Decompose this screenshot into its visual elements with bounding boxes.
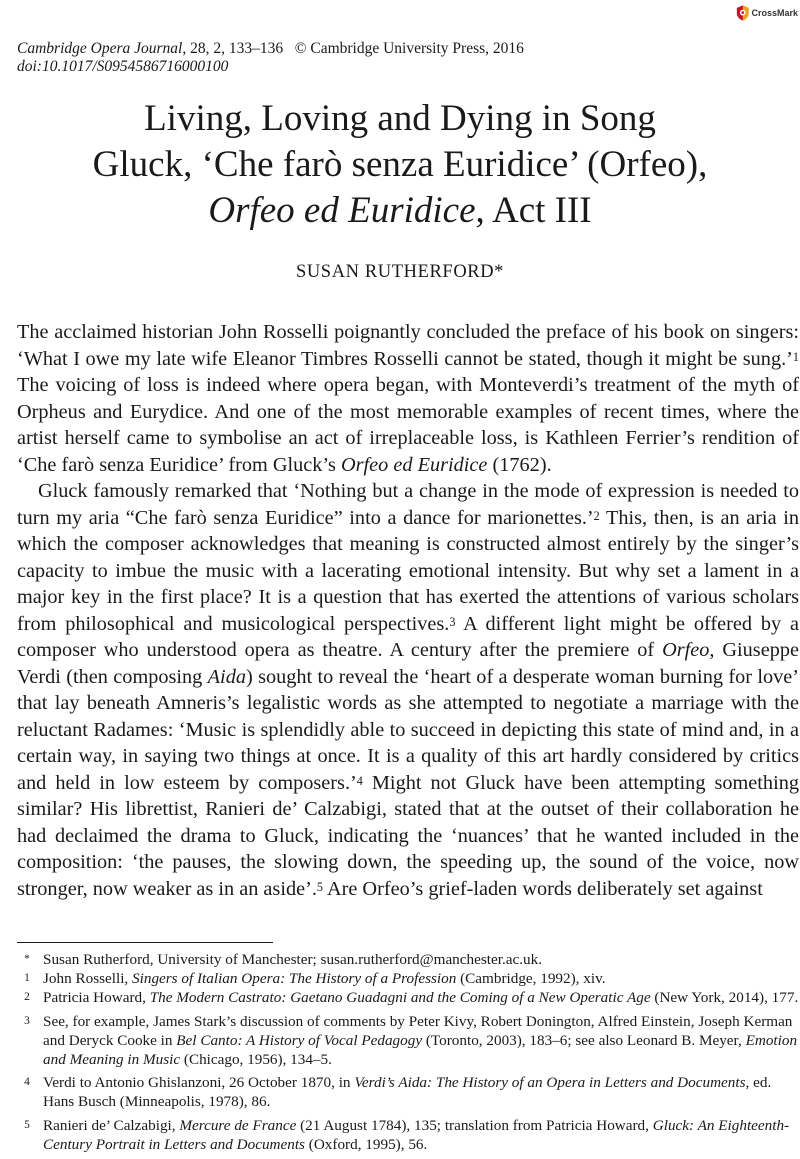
text-run-italic: Orfeo <box>662 639 710 661</box>
journal-citation-line: Cambridge Opera Journal, 28, 2, 133–136 © Cambridge University Press, 2016 <box>17 40 524 57</box>
footnote-2 <box>17 988 799 1007</box>
text-run: ) sought to reveal the ‘heart of a desperate woman burning for love’ that lay beneath Amneris’s legalistic words as she attempted to negotiate a marriage with the reluctant Radames: ‘Music is splendidly able to succeed in depicting this state of mind and, in a certain way, in saying two things at once. It is a quality of this art hardly considered by critics and held in low esteem by composers.’ <box>17 665 799 794</box>
journal-name: Cambridge Opera Journal <box>17 40 183 57</box>
footnote-text: (Chicago, 1956), 134–5. <box>180 1051 332 1069</box>
text-run: A different light might be offered by a composer who understood opera as theatre. A century after the premiere of <box>17 612 799 661</box>
footnote-text: (Cambridge, 1992), xiv. <box>456 970 606 988</box>
article-title <box>0 96 800 234</box>
footnote-text: John Rosselli, <box>43 970 133 988</box>
crossmark-icon <box>736 3 749 23</box>
footnote-text: (Toronto, 2003), 183–6; see also Leonard B. Meyer, <box>422 1031 746 1049</box>
footnote-mark: * <box>24 953 30 965</box>
footnote-text: (Oxford, 1995), 56. <box>304 1135 428 1153</box>
footnote-text-italic: Mercure de France <box>179 1116 297 1134</box>
journal-citation <box>17 40 524 76</box>
footnote-text-italic: The Modern Castrato: Gaetano Guadagni and the Coming of a New Operatic Age <box>149 989 651 1007</box>
text-run: (1762). <box>487 453 552 476</box>
text-run: This, then, is an aria in which the composer acknowledges that meaning is constructed almost entirely by the singer’s capacity to imbue the music with a lacerating emotional intensity. But why set a lament in a major key in the first place? It is a question that has exerted the attentions of various scholars from philosophical and musicological perspectives. <box>17 506 799 635</box>
footnote-mark: 3 <box>24 1014 30 1027</box>
footnote-4 <box>17 1073 799 1111</box>
footnote-text-italic: Emotion and Meaning in Music <box>43 1031 798 1069</box>
footnote-text: Ranieri de’ Calzabigi, <box>43 1116 180 1134</box>
text-run: Might not Gluck have been attempting something similar? His librettist, Ranieri de’ Calzabigi, stated that at the outset of their collaboration he had declaimed the drama to Gluck, indicating the ‘nuances’ that he wanted included in the composition: ‘the pauses, the slowing down, the speeding up, the sound of the voice, now stronger, now weaker as in an aside’. <box>17 771 799 900</box>
author-name: SUSAN RUTHERFORD* <box>295 262 505 282</box>
footnote-text-italic: Gluck: An Eighteenth-Century Portrait in Letters and Documents <box>43 1116 790 1153</box>
journal-volume: 28 <box>190 40 206 57</box>
text-run: , Giuseppe Verdi (then composing <box>17 639 799 688</box>
footnote-text: (21 August 1784), 135; translation from Patricia Howard, <box>296 1116 653 1134</box>
footnote-ref-1[interactable]: 1 <box>792 350 799 365</box>
footnote-author <box>17 950 799 969</box>
article-body <box>17 319 799 902</box>
text-run-italic: Orfeo ed Euridice <box>341 453 488 476</box>
footnote-mark: 5 <box>24 1118 30 1131</box>
title-line-2: Gluck, ‘Che farò senza Euridice’ (Orfeo), <box>92 144 708 185</box>
footnote-text-italic: Verdi’s Aida: The History of an Opera in Letters and Documents <box>354 1074 746 1092</box>
opera-title: Orfeo ed Euridice <box>208 190 476 231</box>
footnote-3 <box>17 1012 799 1070</box>
footnote-5 <box>17 1116 799 1154</box>
journal-issue-pages: , 2, 133–136 <box>205 40 284 57</box>
text-run: Are Orfeo’s grief-laden words deliberately set against <box>323 877 763 900</box>
crossmark-badge[interactable] <box>736 1 798 25</box>
paragraph-1 <box>17 319 799 478</box>
text-run: Gluck famously remarked that ‘Nothing but a change in the mode of expression is needed to turn my aria “Che farò senza Euridice” into a dance for marionettes.’ <box>17 480 799 529</box>
title-line-1: Living, Loving and Dying in Song <box>144 98 656 139</box>
act-label: , Act III <box>475 190 592 231</box>
footnote-text: (New York, 2014), 177. <box>650 989 799 1007</box>
footnote-mark: 1 <box>24 972 30 985</box>
footnote-mark: 4 <box>24 1076 30 1089</box>
footnote-text: Verdi to Antonio Ghislanzoni, 26 October 1870, in <box>43 1074 355 1092</box>
text-run-italic: Aida <box>207 665 246 688</box>
doi[interactable]: doi:10.1017/S0954586716000100 <box>17 58 229 75</box>
paragraph-2 <box>17 478 799 902</box>
copyright-notice: © Cambridge University Press, 2016 <box>294 40 524 57</box>
footnote-text: , ed. Hans Busch (Minneapolis, 1978), 86. <box>43 1074 772 1111</box>
footnote-text-italic: Bel Canto: A History of Vocal Pedagogy <box>176 1031 423 1049</box>
text-run: The acclaimed historian John Rosselli poignantly concluded the preface of his book on singers: ‘What I owe my late wife Eleanor Timbres Rosselli cannot be stated, though it might be sung.’ <box>17 321 799 370</box>
footnote-ref-3[interactable]: 3 <box>449 615 456 630</box>
footnote-1 <box>17 969 799 988</box>
footnote-text: Patricia Howard, <box>43 989 150 1007</box>
footnote-ref-5[interactable]: 5 <box>316 880 323 895</box>
footnote-divider <box>17 942 273 943</box>
footnote-text: See, for example, James Stark’s discussion of comments by Peter Kivy, Robert Donington, Alfred Einstein, Joseph Kerman and Deryck Cooke in <box>43 1012 793 1049</box>
crossmark-label: CrossMark <box>751 8 798 18</box>
footnote-text-italic: Singers of Italian Opera: The History of a Profession <box>132 970 457 988</box>
footnote-ref-2[interactable]: 2 <box>593 509 600 524</box>
footnotes <box>17 950 799 1154</box>
text-run: The voicing of loss is indeed where opera began, with Monteverdi’s treatment of the myth of Orpheus and Eurydice. And one of the most memorable examples of recent times, where the artist herself came to symbolise an act of irreplaceable loss, is Kathleen Ferrier’s rendition of ‘Che farò senza Euridice’ from Gluck’s <box>17 374 799 476</box>
title-line-3 <box>0 188 800 234</box>
footnote-ref-4[interactable]: 4 <box>356 774 363 789</box>
footnote-mark: 2 <box>24 991 30 1004</box>
footnote-text: Susan Rutherford, University of Manchester; susan.rutherford@manchester.ac.uk. <box>43 951 543 968</box>
